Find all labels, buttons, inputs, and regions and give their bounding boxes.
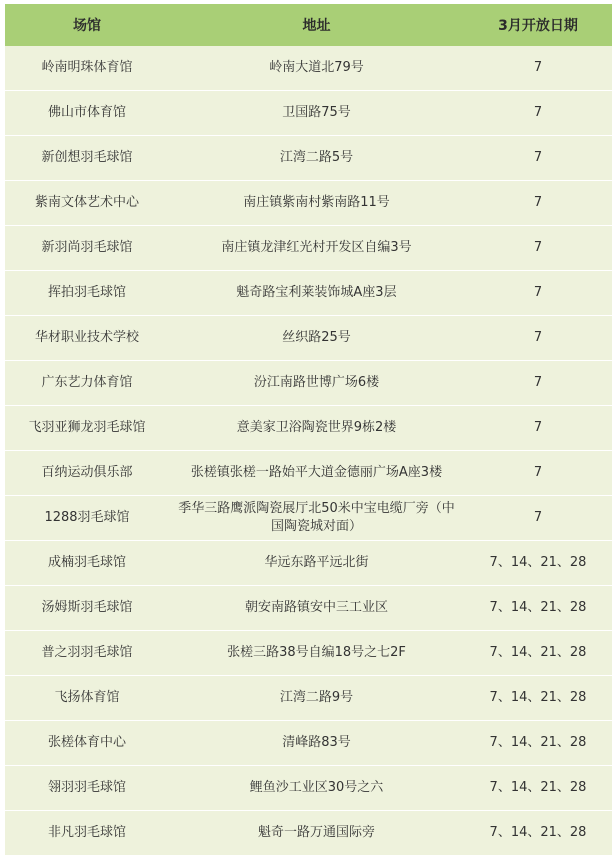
venue-name-cell: 成楠羽毛球馆: [5, 541, 169, 586]
venue-name-cell: 张槎体育中心: [5, 721, 169, 766]
venue-name-cell: 新羽尚羽毛球馆: [5, 226, 169, 271]
address-cell: 魁奇路宝利莱装饰城A座3层: [169, 271, 464, 316]
table-row: [5, 721, 612, 766]
open-dates-cell: 7: [464, 46, 612, 91]
table-row: [5, 361, 612, 406]
open-dates-cell: 7: [464, 91, 612, 136]
venue-table: [5, 4, 612, 855]
open-dates-cell: 7: [464, 316, 612, 361]
venue-name-cell: 非凡羽毛球馆: [5, 811, 169, 855]
address-cell: 南庄镇龙津红光村开发区自编3号: [169, 226, 464, 271]
header-venue: 场馆: [5, 4, 169, 46]
venue-name-cell: 百纳运动俱乐部: [5, 451, 169, 496]
address-cell: 鲤鱼沙工业区30号之六: [169, 766, 464, 811]
table-row: [5, 91, 612, 136]
open-dates-cell: 7: [464, 181, 612, 226]
address-cell: 卫国路75号: [169, 91, 464, 136]
table-row: [5, 226, 612, 271]
address-cell: 华远东路平远北街: [169, 541, 464, 586]
open-dates-cell: 7、14、21、28: [464, 766, 612, 811]
address-cell: 张槎三路38号自编18号之七2F: [169, 631, 464, 676]
open-dates-cell: 7、14、21、28: [464, 811, 612, 855]
address-cell: 汾江南路世博广场6楼: [169, 361, 464, 406]
venue-name-cell: 华材职业技术学校: [5, 316, 169, 361]
table-row: [5, 676, 612, 721]
venue-name-cell: 佛山市体育馆: [5, 91, 169, 136]
address-cell: 季华三路鹰派陶瓷展厅北50米中宝电缆厂旁（中国陶瓷城对面）: [169, 496, 464, 541]
address-cell: 朝安南路镇安中三工业区: [169, 586, 464, 631]
venue-name-cell: 普之羽羽毛球馆: [5, 631, 169, 676]
open-dates-cell: 7、14、21、28: [464, 676, 612, 721]
address-cell: 丝织路25号: [169, 316, 464, 361]
table-row: [5, 316, 612, 361]
table-row: [5, 541, 612, 586]
venue-name-cell: 翎羽羽毛球馆: [5, 766, 169, 811]
table-row: [5, 496, 612, 541]
table-row: [5, 586, 612, 631]
address-cell: 意美家卫浴陶瓷世界9栋2楼: [169, 406, 464, 451]
table-row: [5, 631, 612, 676]
open-dates-cell: 7: [464, 406, 612, 451]
header-open-dates: 3月开放日期: [464, 4, 612, 46]
header-address: 地址: [169, 4, 464, 46]
address-cell: 江湾二路9号: [169, 676, 464, 721]
open-dates-cell: 7: [464, 496, 612, 541]
open-dates-cell: 7: [464, 136, 612, 181]
venue-name-cell: 紫南文体艺术中心: [5, 181, 169, 226]
open-dates-cell: 7: [464, 361, 612, 406]
table-row: [5, 811, 612, 855]
table-row: [5, 46, 612, 91]
open-dates-cell: 7、14、21、28: [464, 586, 612, 631]
address-cell: 魁奇一路万通国际旁: [169, 811, 464, 855]
open-dates-cell: 7: [464, 451, 612, 496]
address-cell: 张槎镇张槎一路始平大道金德丽广场A座3楼: [169, 451, 464, 496]
table-header: [5, 4, 612, 46]
open-dates-cell: 7、14、21、28: [464, 721, 612, 766]
venue-name-cell: 汤姆斯羽毛球馆: [5, 586, 169, 631]
open-dates-cell: 7、14、21、28: [464, 631, 612, 676]
venue-name-cell: 广东艺力体育馆: [5, 361, 169, 406]
open-dates-cell: 7: [464, 226, 612, 271]
venue-name-cell: 新创想羽毛球馆: [5, 136, 169, 181]
table-row: [5, 406, 612, 451]
address-cell: 岭南大道北79号: [169, 46, 464, 91]
table-row: [5, 271, 612, 316]
address-cell: 南庄镇紫南村紫南路11号: [169, 181, 464, 226]
table-row: [5, 181, 612, 226]
venue-name-cell: 飞扬体育馆: [5, 676, 169, 721]
table-body: [5, 46, 612, 855]
venue-name-cell: 岭南明珠体育馆: [5, 46, 169, 91]
table-row: [5, 136, 612, 181]
venue-name-cell: 1288羽毛球馆: [5, 496, 169, 541]
address-cell: 清峰路83号: [169, 721, 464, 766]
table-row: [5, 451, 612, 496]
venue-name-cell: 挥拍羽毛球馆: [5, 271, 169, 316]
header-row: [5, 4, 612, 46]
open-dates-cell: 7: [464, 271, 612, 316]
venue-name-cell: 飞羽亚狮龙羽毛球馆: [5, 406, 169, 451]
open-dates-cell: 7、14、21、28: [464, 541, 612, 586]
address-cell: 江湾二路5号: [169, 136, 464, 181]
table-row: [5, 766, 612, 811]
